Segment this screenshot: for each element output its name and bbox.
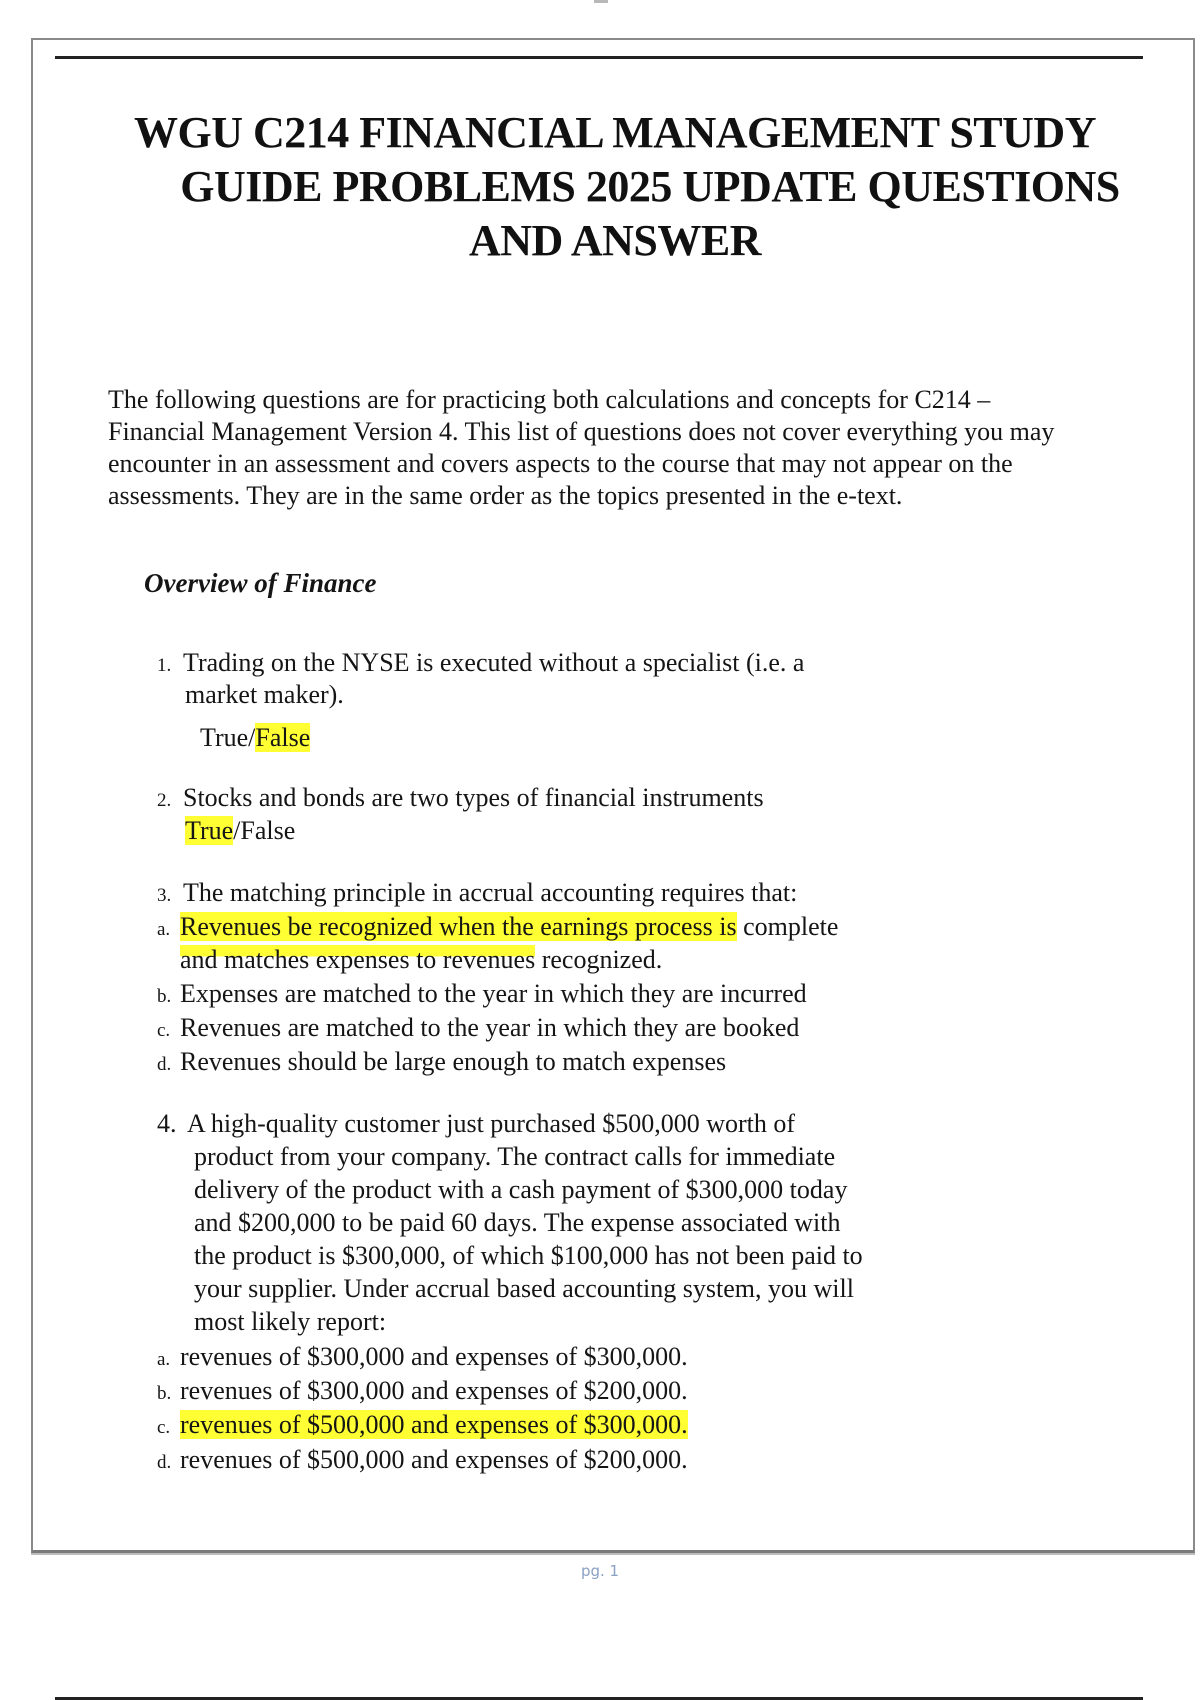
option-text: Revenues should be large enough to match expenses xyxy=(180,1047,727,1076)
option-letter: b. xyxy=(157,1383,172,1404)
top-rule xyxy=(55,56,1143,59)
question-4 xyxy=(157,1107,795,1140)
question-2 xyxy=(157,781,764,817)
option-letter: d. xyxy=(157,1054,172,1075)
answer-option-true: True/ xyxy=(200,723,256,752)
question-4-option-b xyxy=(157,1374,688,1410)
question-number: 3. xyxy=(157,885,172,906)
question-1-line-2: market maker). xyxy=(185,680,344,709)
title-line-1: WGU C214 FINANCIAL MANAGEMENT STUDY xyxy=(134,108,1096,157)
question-1-answer xyxy=(200,721,310,754)
question-text-line: most likely report: xyxy=(194,1307,387,1336)
top-page-marker xyxy=(594,0,608,3)
question-text-line: delivery of the product with a cash payment of $300,000 today xyxy=(194,1175,848,1204)
question-3-option-b xyxy=(157,977,807,1013)
question-text-line: product from your company. The contract calls for immediate xyxy=(194,1142,836,1171)
intro-line-1: The following questions are for practicing both calculations and concepts for C214 – xyxy=(108,385,991,414)
option-text: revenues of $500,000 and expenses of $200,000. xyxy=(180,1445,688,1474)
question-4-option-a xyxy=(157,1340,688,1376)
option-letter: a. xyxy=(157,919,171,940)
option-letter: a. xyxy=(157,1349,171,1370)
intro-line-3: encounter in an assessment and covers aspects to the course that may not appear on the xyxy=(108,449,1013,478)
title-line-2: GUIDE PROBLEMS 2025 UPDATE QUESTIONS xyxy=(180,162,1120,211)
page-number: pg. 1 xyxy=(580,1562,620,1580)
question-4-body xyxy=(194,1140,863,1338)
question-3-option-c xyxy=(157,1011,799,1047)
question-text-line: and $200,000 to be paid 60 days. The expense associated with xyxy=(194,1208,841,1237)
question-number: 4. xyxy=(157,1109,177,1138)
answer-option-false: /False xyxy=(233,816,296,845)
question-2-answer xyxy=(185,814,295,847)
question-text-line: The matching principle in accrual accounting requires that: xyxy=(183,878,798,907)
option-text-rest: complete xyxy=(736,912,839,941)
question-3-option-d xyxy=(157,1045,726,1081)
question-1 xyxy=(157,646,804,682)
option-letter: c. xyxy=(157,1020,171,1041)
question-3-option-a xyxy=(157,910,838,946)
answer-highlighted-true: True xyxy=(185,816,234,845)
question-3-option-a-continued xyxy=(180,943,662,976)
option-highlighted-text: Revenues be recognized when the earnings process is xyxy=(180,912,737,941)
document-title xyxy=(60,106,1170,268)
question-text-line: A high-quality customer just purchased $500,000 worth of xyxy=(187,1109,796,1138)
option-letter: d. xyxy=(157,1452,172,1473)
intro-line-4: assessments. They are in the same order as the topics presented in the e-text. xyxy=(108,481,903,510)
question-4-option-c xyxy=(157,1408,688,1444)
option-letter: c. xyxy=(157,1417,171,1438)
question-text-line: Stocks and bonds are two types of financial instruments xyxy=(183,783,764,812)
intro-paragraph xyxy=(108,384,1123,512)
option-text-correct-highlighted: revenues of $500,000 and expenses of $300,000. xyxy=(180,1410,688,1439)
title-line-3: AND ANSWER xyxy=(468,216,762,265)
answer-highlighted-false: False xyxy=(255,723,311,752)
question-number: 1. xyxy=(157,655,172,676)
option-text: Expenses are matched to the year in which they are incurred xyxy=(180,979,807,1008)
question-4-option-d xyxy=(157,1443,688,1479)
option-text-rest: recognized. xyxy=(535,945,663,974)
option-letter: b. xyxy=(157,986,172,1007)
question-text-line: Trading on the NYSE is executed without a specialist (i.e. a xyxy=(183,648,805,677)
question-text-line: your supplier. Under accrual based accounting system, you will xyxy=(194,1274,854,1303)
section-heading: Overview of Finance xyxy=(144,568,377,598)
question-number: 2. xyxy=(157,790,172,811)
option-text: revenues of $300,000 and expenses of $300,000. xyxy=(180,1342,688,1371)
option-text: revenues of $300,000 and expenses of $200,000. xyxy=(180,1376,688,1405)
question-text-line: the product is $300,000, of which $100,000 has not been paid to xyxy=(194,1241,863,1270)
option-text: Revenues are matched to the year in which they are booked xyxy=(180,1013,800,1042)
question-3 xyxy=(157,876,797,912)
intro-line-2: Financial Management Version 4. This list of questions does not cover everything you may xyxy=(108,417,1055,446)
option-highlighted-text: and matches expenses to revenues xyxy=(180,945,536,974)
